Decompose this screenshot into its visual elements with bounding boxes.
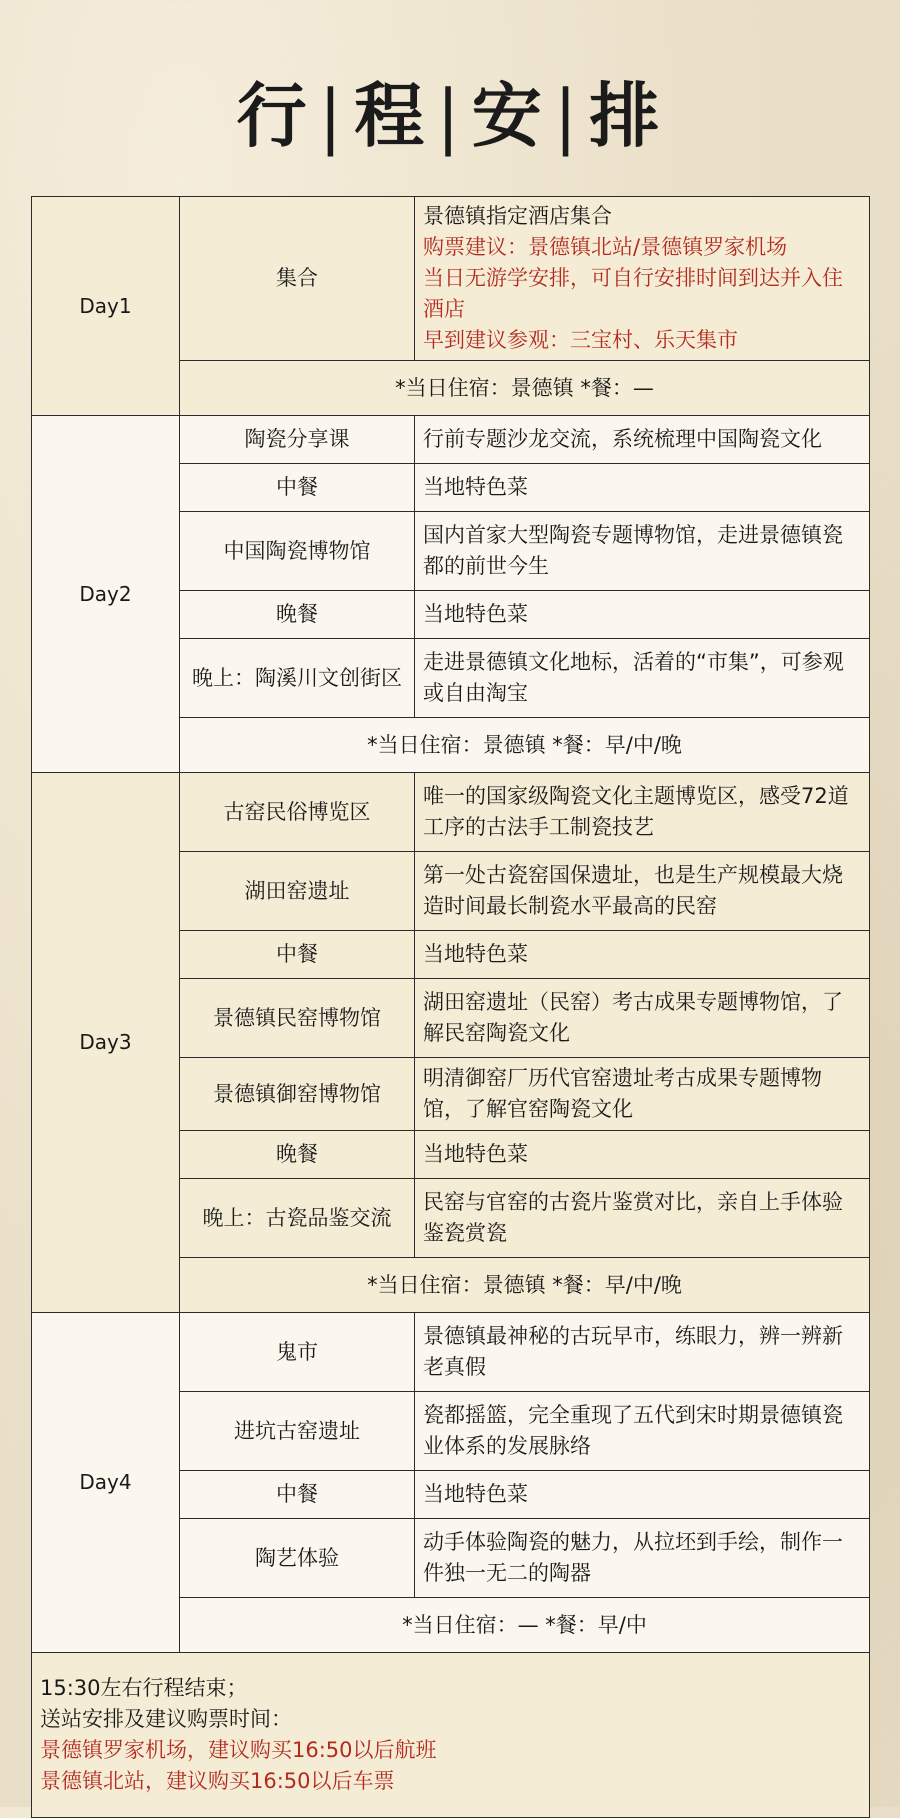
description-text: 唯一的国家级陶瓷文化主题博览区，感受72道工序的古法手工制瓷技艺 — [423, 784, 849, 839]
activity-description — [415, 197, 870, 361]
description-text: 动手体验陶瓷的魅力，从拉坯到手绘，制作一件独一无二的陶器 — [423, 1530, 843, 1585]
footer-notes — [32, 1653, 870, 1818]
table-row — [32, 1313, 870, 1392]
activity-description — [415, 931, 870, 979]
activity-name: 晚餐 — [180, 1131, 415, 1179]
title-char: 排 — [589, 74, 664, 157]
stay-meal-info: *当日住宿：— *餐：早/中 — [180, 1598, 870, 1653]
footer-text: 15:30左右行程结束； — [40, 1676, 248, 1700]
description-text: 瓷都摇篮，完全重现了五代到宋时期景德镇瓷业体系的发展脉络 — [423, 1403, 843, 1458]
activity-description — [415, 1131, 870, 1179]
activity-name: 中国陶瓷博物馆 — [180, 512, 415, 591]
highlight-note: 当日无游学安排，可自行安排时间到达并入住酒店 — [423, 266, 843, 321]
description-text: 国内首家大型陶瓷专题博物馆，走进景德镇瓷都的前世今生 — [423, 523, 843, 578]
page-title — [0, 60, 900, 161]
description-text: 景德镇最神秘的古玩早市，练眼力，辨一辨新老真假 — [423, 1324, 843, 1379]
activity-name: 中餐 — [180, 1471, 415, 1519]
description-text: 当地特色菜 — [423, 602, 528, 626]
day-label: Day1 — [32, 197, 180, 416]
activity-name: 景德镇御窑博物馆 — [180, 1058, 415, 1131]
activity-description — [415, 464, 870, 512]
itinerary-table — [31, 196, 870, 1818]
activity-name: 晚上：陶溪川文创街区 — [180, 639, 415, 718]
description-text: 当地特色菜 — [423, 475, 528, 499]
day-label: Day4 — [32, 1313, 180, 1653]
stay-meal-info: *当日住宿：景德镇 *餐：— — [180, 361, 870, 416]
title-char: 程 — [354, 74, 429, 157]
activity-name: 古窑民俗博览区 — [180, 773, 415, 852]
activity-name: 中餐 — [180, 464, 415, 512]
activity-description — [415, 512, 870, 591]
activity-name: 陶艺体验 — [180, 1519, 415, 1598]
table-row — [32, 416, 870, 464]
activity-description — [415, 1392, 870, 1471]
activity-description — [415, 416, 870, 464]
activity-name: 景德镇民窑博物馆 — [180, 979, 415, 1058]
footer-row — [32, 1653, 870, 1818]
description-text: 行前专题沙龙交流，系统梳理中国陶瓷文化 — [423, 427, 822, 451]
description-text: 民窑与官窑的古瓷片鉴赏对比，亲自上手体验鉴瓷赏瓷 — [423, 1190, 843, 1245]
footer-highlight: 景德镇罗家机场，建议购买16:50以后航班 — [40, 1738, 437, 1762]
activity-name: 集合 — [180, 197, 415, 361]
activity-description — [415, 1471, 870, 1519]
description-text: 湖田窑遗址（民窑）考古成果专题博物馆，了解民窑陶瓷文化 — [423, 990, 843, 1045]
activity-name: 陶瓷分享课 — [180, 416, 415, 464]
activity-description — [415, 1058, 870, 1131]
activity-name: 中餐 — [180, 931, 415, 979]
activity-description — [415, 852, 870, 931]
description-text: 第一处古瓷窑国保遗址，也是生产规模最大烧造时间最长制瓷水平最高的民窑 — [423, 863, 843, 918]
description-text: 当地特色菜 — [423, 942, 528, 966]
stay-meal-info: *当日住宿：景德镇 *餐：早/中/晚 — [180, 1258, 870, 1313]
activity-description — [415, 979, 870, 1058]
activity-description — [415, 591, 870, 639]
activity-name: 晚餐 — [180, 591, 415, 639]
title-char: 安 — [471, 74, 546, 157]
activity-name: 进坑古窑遗址 — [180, 1392, 415, 1471]
description-text: 走进景德镇文化地标，活着的“市集”，可参观或自由淘宝 — [423, 650, 844, 705]
activity-name: 鬼市 — [180, 1313, 415, 1392]
activity-name: 湖田窑遗址 — [180, 852, 415, 931]
footer-highlight: 景德镇北站，建议购买16:50以后车票 — [40, 1769, 395, 1793]
itinerary-body — [32, 197, 870, 1818]
stay-meal-info: *当日住宿：景德镇 *餐：早/中/晚 — [180, 718, 870, 773]
activity-name: 晚上：古瓷品鉴交流 — [180, 1179, 415, 1258]
day-label: Day3 — [32, 773, 180, 1313]
day-label: Day2 — [32, 416, 180, 773]
highlight-note: 早到建议参观：三宝村、乐天集市 — [423, 328, 738, 352]
description-text: 明清御窑厂历代官窑遗址考古成果专题博物馆，了解官窑陶瓷文化 — [423, 1066, 822, 1121]
table-row — [32, 197, 870, 361]
title-separator: | — [436, 75, 464, 157]
activity-description — [415, 1313, 870, 1392]
description-text: 景德镇指定酒店集合 — [423, 204, 612, 228]
activity-description — [415, 1519, 870, 1598]
description-text: 当地特色菜 — [423, 1142, 528, 1166]
footer-text: 送站安排及建议购票时间： — [40, 1707, 292, 1731]
activity-description — [415, 773, 870, 852]
title-char: 行 — [236, 74, 311, 157]
title-separator: | — [318, 75, 347, 157]
table-row — [32, 773, 870, 852]
title-separator: | — [553, 75, 582, 157]
description-text: 当地特色菜 — [423, 1482, 528, 1506]
activity-description — [415, 1179, 870, 1258]
highlight-note: 购票建议：景德镇北站/景德镇罗家机场 — [423, 235, 788, 259]
activity-description — [415, 639, 870, 718]
